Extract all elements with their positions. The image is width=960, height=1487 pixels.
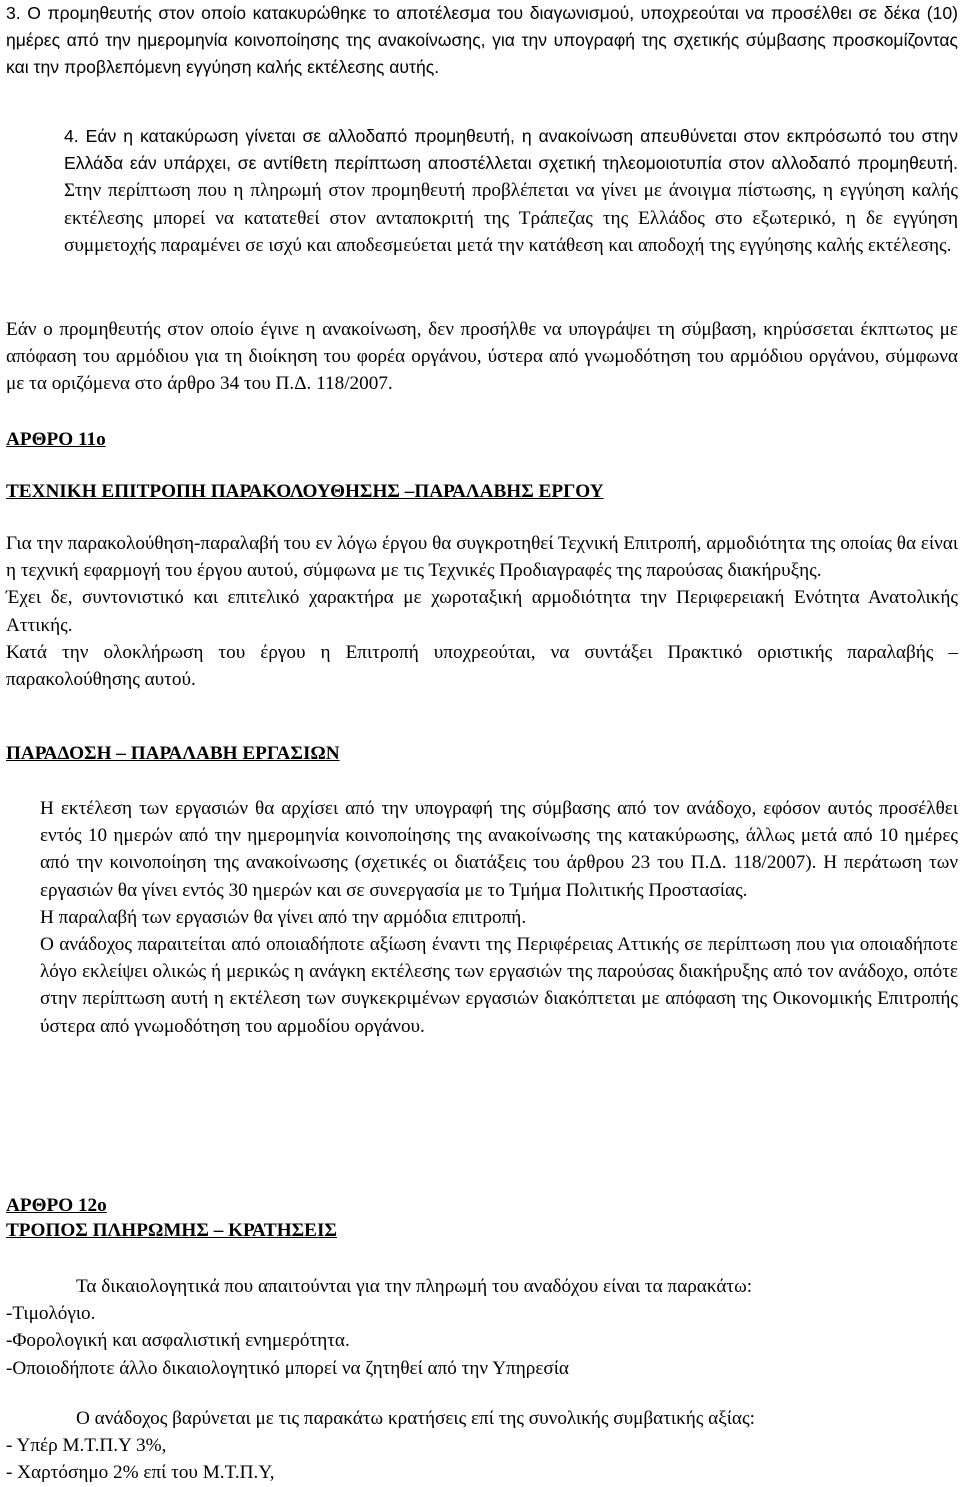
item-4-text-serif: Στην περίπτωση που η πληρωμή στον προμηθευτή προβλέπεται να γίνει με άνοιγμα πίστωσης, η εγγύηση καλής εκτέλεσης μπορεί να κατατεθεί στον ανταποκριτή της Τράπεζας της Ελλάδος στο εξωτερικό, η δε εγγύηση συμμετοχής παραμένει σε ισχύ και αποδεσμεύεται μετά την κατάθεση και αποδοχή της εγγύησης καλής εκτέλεσης. (64, 180, 958, 256)
article-11-subtitle: ΤΕΧΝΙΚΗ ΕΠΙΤΡΟΠΗ ΠΑΡΑΚΟΛΟΥΘΗΣΗΣ –ΠΑΡΑΛΑΒΗΣ ΕΡΓΟΥ (6, 481, 604, 502)
delivery-title: ΠΑΡΑΔΟΣΗ – ΠΑΡΑΛΑΒΗ ΕΡΓΑΣΙΩΝ (6, 743, 340, 764)
item-4-text-sans: 4. Εάν η κατακύρωση γίνεται σε αλλοδαπό προμηθευτή, η ανακοίνωση απευθύνεται στον εκπρόσωπό του στην Ελλάδα εάν υπάρχει, σε αντίθετη περίπτωση αποστέλλεται σχετική τηλεομοιοτυπία στον αλλοδαπό προμηθευτή. (64, 126, 958, 174)
article-12-subtitle: ΤΡΟΠΟΣ ΠΛΗΡΩΜΗΣ – ΚΡΑΤΗΣΕΙΣ (6, 1220, 337, 1241)
delivery-list (6, 795, 958, 1040)
deductions-intro: Ο ανάδοχος βαρύνεται με τις παρακάτω κρατήσεις επί της συνολικής συμβατικής αξίας: (76, 1408, 755, 1429)
article-11-title: ΑΡΘΡΟ 11ο (6, 429, 106, 450)
article-11-p2: Έχει δε, συντονιστικό και επιτελικό χαρακτήρα με χωροταξική αρμοδιότητα την Περιφερειακή Ενότητα Ανατολικής Αττικής. (6, 587, 958, 636)
delivery-item-number (6, 904, 40, 931)
payment-documents-intro: Τα δικαιολογητικά που απαιτούνται για την πληρωμή του αναδόχου είναι τα παρακάτω: (76, 1276, 753, 1297)
article-12-title: ΑΡΘΡΟ 12ο (6, 1195, 107, 1216)
article-11-p1: Για την παρακολούθηση-παραλαβή του εν λόγω έργου θα συγκροτηθεί Τεχνική Επιτροπή, αρμοδιότητα της οποίας θα είναι η τεχνική εφαρμογή του έργου αυτού, σύμφωνα με τις Τεχνικές Προδιαγραφές της παρούσας διακήρυξης. (6, 533, 958, 582)
payment-document-item: -Οποιοδήποτε άλλο δικαιολογητικό μπορεί να ζητηθεί από την Υπηρεσία (6, 1357, 569, 1379)
delivery-item-text: Η παραλαβή των εργασιών θα γίνει από την αρμόδια επιτροπή. (40, 906, 527, 928)
delivery-item-number (6, 795, 40, 822)
payment-documents (6, 1273, 958, 1382)
article-11-p3: Κατά την ολοκλήρωση του έργου η Επιτροπή υποχρεούται, να συντάξει Πρακτικό οριστικής παραλαβής –παρακολούθησης αυτού. (6, 641, 958, 691)
item-4-paragraph (6, 123, 958, 259)
delivery-item (6, 904, 958, 931)
article-11-body (6, 530, 958, 693)
payment-document-item: -Φορολογική και ασφαλιστική ενημερότητα. (6, 1330, 350, 1352)
delivery-item-text: Η εκτέλεση των εργασιών θα αρχίσει από την υπογραφή της σύμβασης από τον ανάδοχο, εφόσον αυτός προσέλθει εντός 10 ημερών από την ημερομηνία κοινοποίησης της ανακοίνωσης της κατακύρωσης, άλλως μετά από 10 ημέρες από την κοινοποίηση της ανακοίνωσης (σχετικές οι διατάξεις του άρθρου 23 του Π.Δ. 118/2007). Η περάτωση των εργασιών θα γίνει εντός 30 ημερών και σε συνεργασία με το Τμήμα Πολιτικής Προστασίας. (40, 798, 958, 901)
delivery-item-number (6, 931, 40, 958)
payment-document-item: -Τιμολόγιο. (6, 1303, 96, 1325)
delivery-item (6, 931, 958, 1040)
item-3-text: 3. Ο προμηθευτής στον οποίο κατακυρώθηκε το αποτέλεσμα του διαγωνισμού, υποχρεούται να προσέλθει σε δέκα (10) ημέρες από την ημερομηνία κοινοποίησης της ανακοίνωσης, για την υπογραφή της σχετικής σύμβασης προσκομίζοντας και την προβλεπόμενη εγγύηση καλής εκτέλεσης αυτής. (6, 3, 958, 78)
deduction-item: - Χαρτόσημο 2% επί του Μ.Τ.Π.Υ, (6, 1462, 275, 1484)
deduction-item: - Υπέρ Μ.Τ.Π.Υ 3%, (6, 1435, 167, 1457)
delivery-item (6, 795, 958, 904)
no-show-paragraph (6, 316, 958, 398)
item-3-paragraph (6, 0, 958, 82)
no-show-text: Εάν ο προμηθευτής στον οποίο έγινε η ανακοίνωση, δεν προσήλθε να υπογράψει τη σύμβαση, κηρύσσεται έκπτωτος με απόφαση του αρμόδιου για τη διοίκηση του φορέα οργάνου, ύστερα από γνωμοδότηση του αρμόδιου οργάνου, σύμφωνα με τα οριζόμενα στο άρθρο 34 του Π.Δ. 118/2007. (6, 319, 958, 395)
delivery-item-text: Ο ανάδοχος παραιτείται από οποιαδήποτε αξίωση έναντι της Περιφέρειας Αττικής σε περίπτωση που για οποιαδήποτε λόγο εκλείψει ολικώς ή μερικώς η ανάγκη εκτέλεσης των εργασιών της παρούσας διακήρυξης από τον ανάδοχο, οπότε στην περίπτωση αυτή η εκτέλεση των συγκεκριμένων εργασιών διακόπτεται με απόφαση της Οικονομικής Επιτροπής ύστερα από γνωμοδότηση του αρμοδίου οργάνου. (40, 934, 958, 1037)
deductions (6, 1405, 958, 1487)
